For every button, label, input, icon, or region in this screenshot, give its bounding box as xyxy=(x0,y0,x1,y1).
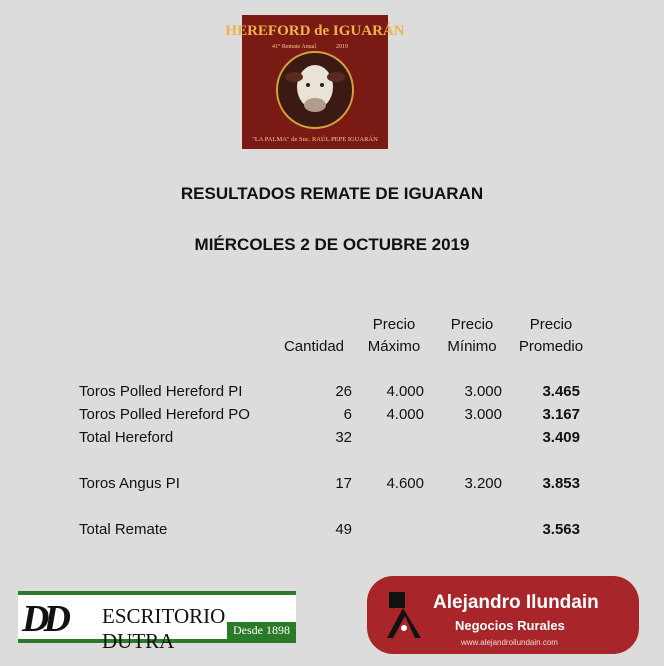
row-min: 3.000 xyxy=(464,406,502,423)
row-label: Total Remate xyxy=(79,521,168,538)
table-row xyxy=(0,383,664,405)
row-avg: 3.853 xyxy=(542,475,580,492)
logo-edition: 41° Remate Anual xyxy=(271,44,317,50)
alejandro-ilundain-logo xyxy=(367,576,639,654)
row-qty: 26 xyxy=(335,383,352,400)
header-max-line1: Precio xyxy=(372,316,416,333)
row-avg: 3.563 xyxy=(542,521,580,538)
header-max xyxy=(356,314,432,358)
row-label: Toros Angus PI xyxy=(79,475,180,492)
row-avg: 3.167 xyxy=(542,406,580,423)
auction-date: MIÉRCOLES 2 DE OCTUBRE 2019 xyxy=(194,235,470,254)
ilundain-sub: Negocios Rurales xyxy=(455,618,565,633)
row-max: 4.600 xyxy=(386,475,424,492)
header-avg-line2: Promedio xyxy=(518,338,584,355)
logo-subtitle: "LA PALMA" de Suc. RAÚL PEPE IGUARÁN xyxy=(252,136,378,143)
hereford-logo xyxy=(225,15,405,149)
table-row xyxy=(0,406,664,428)
header-min xyxy=(436,314,508,358)
dutra-initials: DD xyxy=(22,598,65,640)
header-min-line1: Precio xyxy=(450,316,494,333)
table-row xyxy=(0,521,664,543)
row-min: 3.200 xyxy=(464,475,502,492)
row-max: 4.000 xyxy=(386,383,424,400)
dutra-name: ESCRITORIO DUTRA xyxy=(102,604,226,653)
header-max-line2: Máximo xyxy=(367,338,421,355)
dutra-since: Desde 1898 xyxy=(227,622,296,639)
row-qty: 49 xyxy=(335,521,352,538)
row-min: 3.000 xyxy=(464,383,502,400)
row-max: 4.000 xyxy=(386,406,424,423)
row-avg: 3.409 xyxy=(542,429,580,446)
row-label: Toros Polled Hereford PO xyxy=(79,406,250,423)
ilundain-url: www.alejandroilundain.com xyxy=(461,638,558,647)
header-min-line2: Mínimo xyxy=(447,338,497,355)
row-label: Toros Polled Hereford PI xyxy=(79,383,243,400)
header-avg-line1: Precio xyxy=(529,316,573,333)
row-avg: 3.465 xyxy=(542,383,580,400)
row-qty: 32 xyxy=(335,429,352,446)
row-qty: 17 xyxy=(335,475,352,492)
ilundain-name: Alejandro Ilundain xyxy=(433,592,599,613)
header-avg xyxy=(510,314,592,358)
table-row xyxy=(0,429,664,451)
escritorio-dutra-logo xyxy=(18,591,296,653)
logo-title: HEREFORD de IGUARÁN xyxy=(225,23,405,39)
auction-hammer-icon xyxy=(381,590,425,640)
header-qty: Cantidad xyxy=(283,338,345,355)
logo-year: 2019 xyxy=(336,44,348,50)
row-label: Total Hereford xyxy=(79,429,174,446)
table-row xyxy=(0,475,664,497)
results-title: RESULTADOS REMATE DE IGUARAN xyxy=(180,184,484,203)
row-qty: 6 xyxy=(343,406,352,423)
